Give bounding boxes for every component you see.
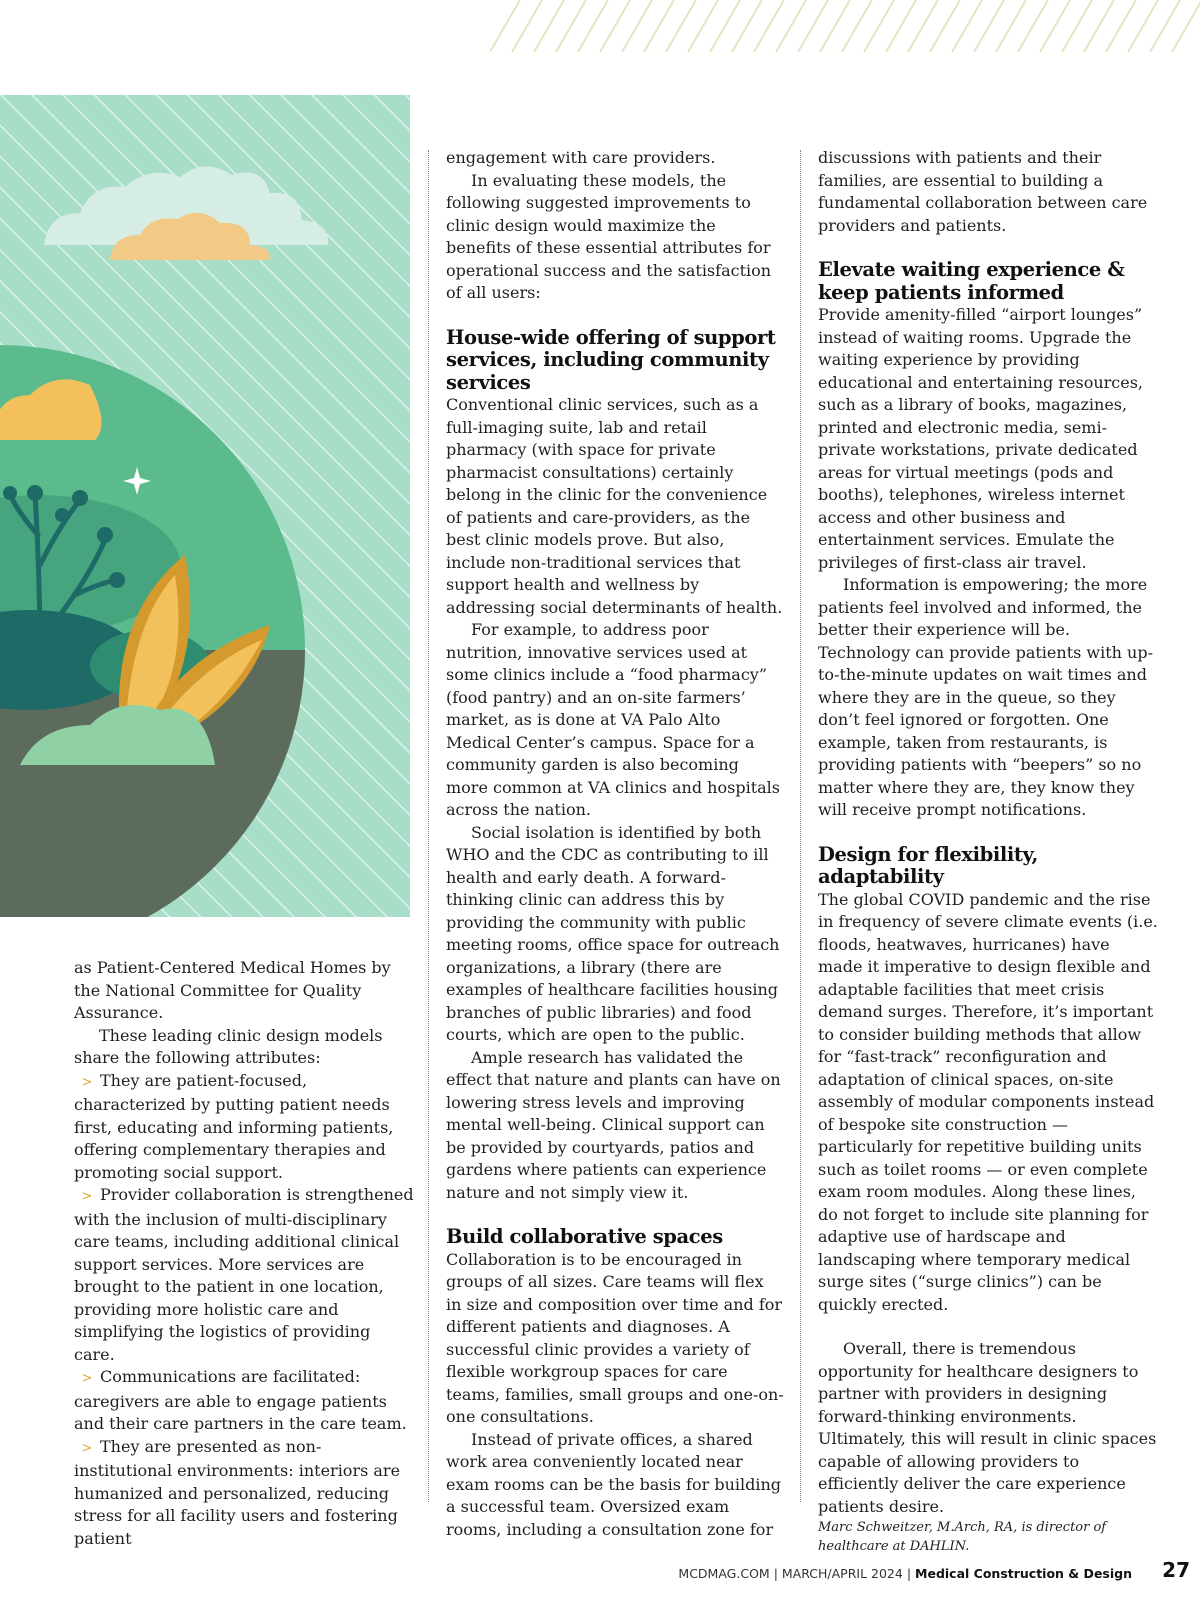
paragraph: Ample research has validated the effect that nature and plants can have on lowering stress levels and improving mental well-being. Clinical support can be provided by courtyards, patios and gardens where patients can experience nature and not simply view it. — [446, 1047, 781, 1202]
author-byline: Marc Schweitzer, M.Arch, RA, is director of healthcare at DAHLIN. — [818, 1520, 1107, 1554]
section-heading: House-wide offering of support services, including community services — [446, 325, 776, 394]
column-1 — [74, 957, 414, 1550]
footer-issue: MARCH/APRIL 2024 — [781, 1566, 903, 1581]
section-heading: Build collaborative spaces — [446, 1225, 723, 1248]
page-footer: MCDMAG.COM | MARCH/APRIL 2024 | Medical Construction & Design — [678, 1566, 1132, 1581]
list-item: > They are presented as non-institutional environments: interiors are humanized and personalized, reducing stress for all facility users and fostering patient — [74, 1436, 401, 1548]
footer-site: MCDMAG.COM — [678, 1566, 770, 1581]
paragraph: For example, to address poor nutrition, innovative services used at some clinics include a “food pharmacy” (food pantry) and an on-site farmers’ market, as is done at VA Palo Alto Medical Center’s campus. Space for a community garden is also becoming more common at VA clinics and hospitals across the nation. — [446, 620, 780, 819]
chevron-right-icon: > — [81, 1371, 93, 1386]
paragraph: These leading clinic design models share the following attributes: — [74, 1025, 383, 1067]
section-heading: Elevate waiting experience & keep patients informed — [818, 258, 1125, 304]
decorative-stripes — [490, 0, 1200, 52]
paragraph: Collaboration is to be encouraged in groups of all sizes. Care teams will flex in size and composition over time and for different patients and diagnoses. A successful clinic provides a variety of flexible workgroup spaces for care teams, families, small groups and one-on-one consultations. — [446, 1249, 784, 1426]
chevron-right-icon: > — [81, 1440, 93, 1456]
paragraph: discussions with patients and their families, are essential to building a fundamental collaboration between care providers and patients. — [818, 148, 1148, 235]
paragraph: Social isolation is identified by both WHO and the CDC as contributing to ill health and early death. A forward-thinking clinic can address this by providing the community with public meeting rooms, office space for outreach organizations, a library (there are examples of healthcare facilities housing branches of public libraries) and food courts, which are open to the public. — [446, 822, 780, 1044]
paragraph: Overall, there is tremendous opportunity for healthcare designers to partner with providers in designing forward-thinking environments. Ultimately, this will result in clinic spaces capable of allowing providers to efficiently deliver the care experience patients desire. — [818, 1339, 1157, 1516]
list-item: > Communications are facilitated: caregivers are able to engage patients and their care partners in the care team. — [74, 1367, 407, 1433]
paragraph: Conventional clinic services, such as a full-imaging suite, lab and retail pharmacy (with space for private pharmacist consultations) certainly belong in the clinic for the convenience of patients and care-providers, as the best clinic models prove. But also, include non-traditional services that support health and wellness by addressing social determinants of health. — [446, 395, 783, 617]
paragraph: Instead of private offices, a shared work area conveniently located near exam rooms can be the basis for building a successful team. Oversized exam rooms, including a consultation zone for — [446, 1429, 782, 1539]
paragraph: engagement with care providers. — [446, 148, 716, 167]
paragraph: Information is empowering; the more patients feel involved and informed, the better their experience will be. Technology can provide patients with up-to-the-minute updates on wait times and where they are in the queue, so they don’t feel ignored or forgotten. One example, taken from restaurants, is providing patients with “beepers” so no matter where they are, they know they will receive prompt notifications. — [818, 575, 1153, 819]
chevron-right-icon: > — [81, 1074, 93, 1090]
paragraph: In evaluating these models, the following suggested improvements to clinic design would maximize the benefits of these essential attributes for operational success and the satisfaction of all users: — [446, 170, 772, 302]
paragraph: The global COVID pandemic and the rise in frequency of severe climate events (i.e. floods, heatwaves, hurricanes) have made it imperative to design flexible and adaptable facilities that meet crisis demand surges. Therefore, it’s important to consider building methods that allow for “fast-track” reconfiguration and adaptation of clinical spaces, on-site assembly of modular components instead of bespoke site construction — particularly for repetitive building units such as toilet rooms — or even complete exam room modules. Along these lines, do not forget to include site planning for adaptive use of hardscape and landscaping where temporary medical surge sites (“surge clinics”) can be quickly erected. — [818, 889, 1158, 1314]
list-item: > They are patient-focused, characterized by putting patient needs first, educating and informing patients, offering complementary therapies and promoting social support. — [74, 1070, 394, 1182]
section-heading: Design for flexibility, adaptability — [818, 842, 1038, 888]
column-3 — [818, 147, 1158, 1556]
paragraph: as Patient-Centered Medical Homes by the National Committee for Quality Assurance. — [74, 958, 391, 1022]
garden-illustration — [0, 95, 410, 917]
list-item: > Provider collaboration is strengthened with the inclusion of multi-disciplinary care teams, including additional clinical support services. More services are brought to the patient in one location, providing more holistic care and simplifying the logistics of providing care. — [74, 1185, 414, 1364]
chevron-right-icon: > — [81, 1189, 93, 1204]
page-number: 27 — [1162, 1558, 1190, 1582]
column-rule — [428, 150, 429, 1502]
footer-magazine: Medical Construction & Design — [915, 1566, 1132, 1581]
column-rule — [800, 150, 801, 1502]
paragraph: Provide amenity-filled “airport lounges” instead of waiting rooms. Upgrade the waiting experience by providing educational and entertaining resources, such as a library of books, magazines, printed and electronic media, semi-private workstations, private dedicated areas for virtual meetings (pods and booths), telephones, wireless internet access and other business and entertainment services. Emulate the privileges of first-class air travel. — [818, 305, 1144, 572]
column-2 — [446, 147, 784, 1541]
